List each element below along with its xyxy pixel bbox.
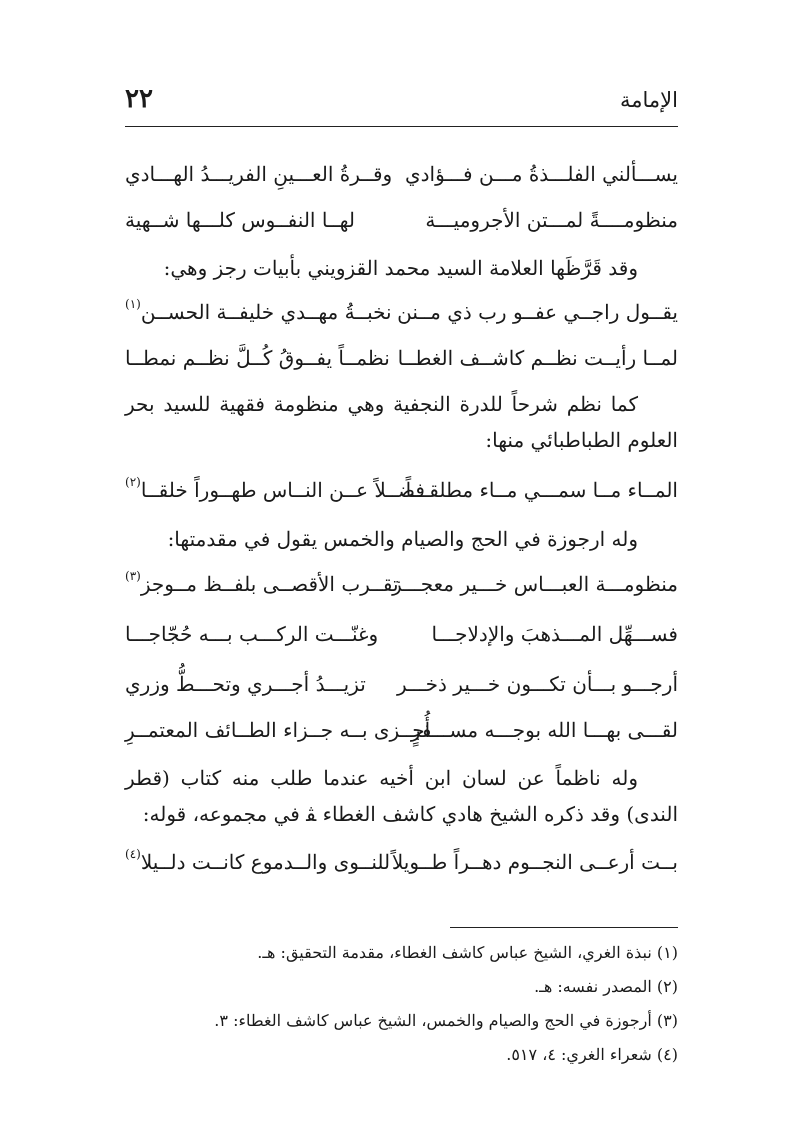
footnote-marker: (٤)	[125, 847, 141, 861]
footnote: (١) نبذة الغري، الشيخ عباس كاشف الغطاء، مقدمة التحقيق: هـ.	[257, 943, 678, 962]
paragraph: كما نظم شرحاً للدرة النجفية وهي منظومة فقهية للسيد بحر العلوم الطباطبائي منها:	[125, 392, 678, 452]
footnote-marker: (١)	[125, 297, 141, 311]
verse-line	[125, 622, 678, 662]
verse-first-hemistich: لمــا رأيــت نظــم كاشــف الغطــا	[397, 346, 678, 370]
verse-line	[125, 208, 678, 248]
verse-second-hemistich: تزيـــدُ أجـــري وتحـــطُّ وزري	[125, 672, 366, 696]
footnote: (٤) شعراء الغري: ٤، ٥١٧.	[506, 1045, 678, 1064]
verse-second-hemistich	[125, 297, 392, 324]
verse-first-hemistich: فســـهِّل المـــذهبَ والإدلاجـــا	[431, 622, 678, 646]
verse-line	[125, 297, 678, 340]
verse-first-hemistich: منظومــــةً لمـــتن الأجروميـــة	[425, 208, 678, 232]
running-title: الإمامة	[620, 88, 678, 112]
verse-first-hemistich: منظومـــة العبـــاس خـــير معجـــز	[392, 572, 678, 596]
running-header	[125, 82, 678, 122]
verse-first-hemistich: أرجـــو بـــأن تكـــون خـــير ذخـــر	[397, 672, 678, 696]
verse-second-hemistich: لهــا النفــوس كلـــها شــهية	[125, 208, 355, 232]
paragraph: وله ناظماً عن لسان ابن أخيه عندما طلب منه كتاب (قطر الندى) وقد ذكره الشيخ هادي كاشف الغطاء ﭭ في مجموعه، قوله:	[125, 766, 678, 826]
verse-second-hemistich	[125, 569, 399, 596]
footnote-marker: (٣)	[125, 569, 141, 583]
paragraph: وقد قَرَّظَها العلامة السيد محمد القزويني بأبيات رجز وهي:	[163, 256, 638, 280]
verse-line	[125, 718, 678, 758]
verse-first-hemistich: يقــول راجــي عفــو رب ذي مــنن	[397, 300, 678, 324]
verse-text: للنــوى والــدموع كانــت دلــيلا	[140, 850, 391, 874]
verse-second-hemistich: نظمــاً يفــوقُ كُــلَّ نظــم نمطــا	[125, 346, 390, 370]
verse-second-hemistich	[125, 475, 425, 502]
verse-line	[125, 569, 678, 612]
verse-first-hemistich: المــاء مــا سمـــي مــاء مطلقـــاً	[405, 478, 678, 502]
verse-first-hemistich: بــت أرعــى النجــوم دهــراً طــويلاً	[391, 850, 678, 874]
verse-line	[125, 847, 678, 890]
verse-text: نخبــةُ مهــدي خليفــة الحســن	[140, 300, 392, 324]
paragraph: وله ارجوزة في الحج والصيام والخمس يقول في مقدمتها:	[167, 527, 638, 551]
footnote: (٣) أرجوزة في الحج والصيام والخمس، الشيخ عباس كاشف الغطاء: ٣.	[214, 1011, 678, 1030]
footnote-separator	[450, 927, 678, 928]
header-rule	[125, 126, 678, 127]
verse-line	[125, 162, 678, 202]
footnote: (٢) المصدر نفسه: هـ.	[534, 977, 678, 996]
footnote-marker: (٢)	[125, 475, 141, 489]
verse-second-hemistich: وقــرةُ العـــينِ الفريـــدُ الهـــادي	[125, 162, 393, 186]
verse-second-hemistich: وغنّـــت الركـــب بـــه حُجّاجـــا	[125, 622, 379, 646]
verse-second-hemistich: أُجــزى بــه جــزاء الطــائف المعتمــرِ	[125, 718, 431, 742]
verse-text: تقــرب الأقصــى بلفــظ مــوجز	[140, 572, 399, 596]
verse-line	[125, 475, 678, 518]
verse-text: فضــلاً عــن النــاس طهــوراً خلقــا	[140, 478, 425, 502]
verse-first-hemistich: يســـألني الفلـــذةُ مـــن فـــؤادي	[405, 162, 678, 186]
verse-line	[125, 672, 678, 712]
verse-first-hemistich: لقـــى بهـــا الله بوجـــه مســـفرٍ	[410, 718, 678, 742]
page-number: ٢٢	[125, 84, 153, 114]
verse-second-hemistich	[125, 847, 391, 874]
verse-line	[125, 346, 678, 386]
